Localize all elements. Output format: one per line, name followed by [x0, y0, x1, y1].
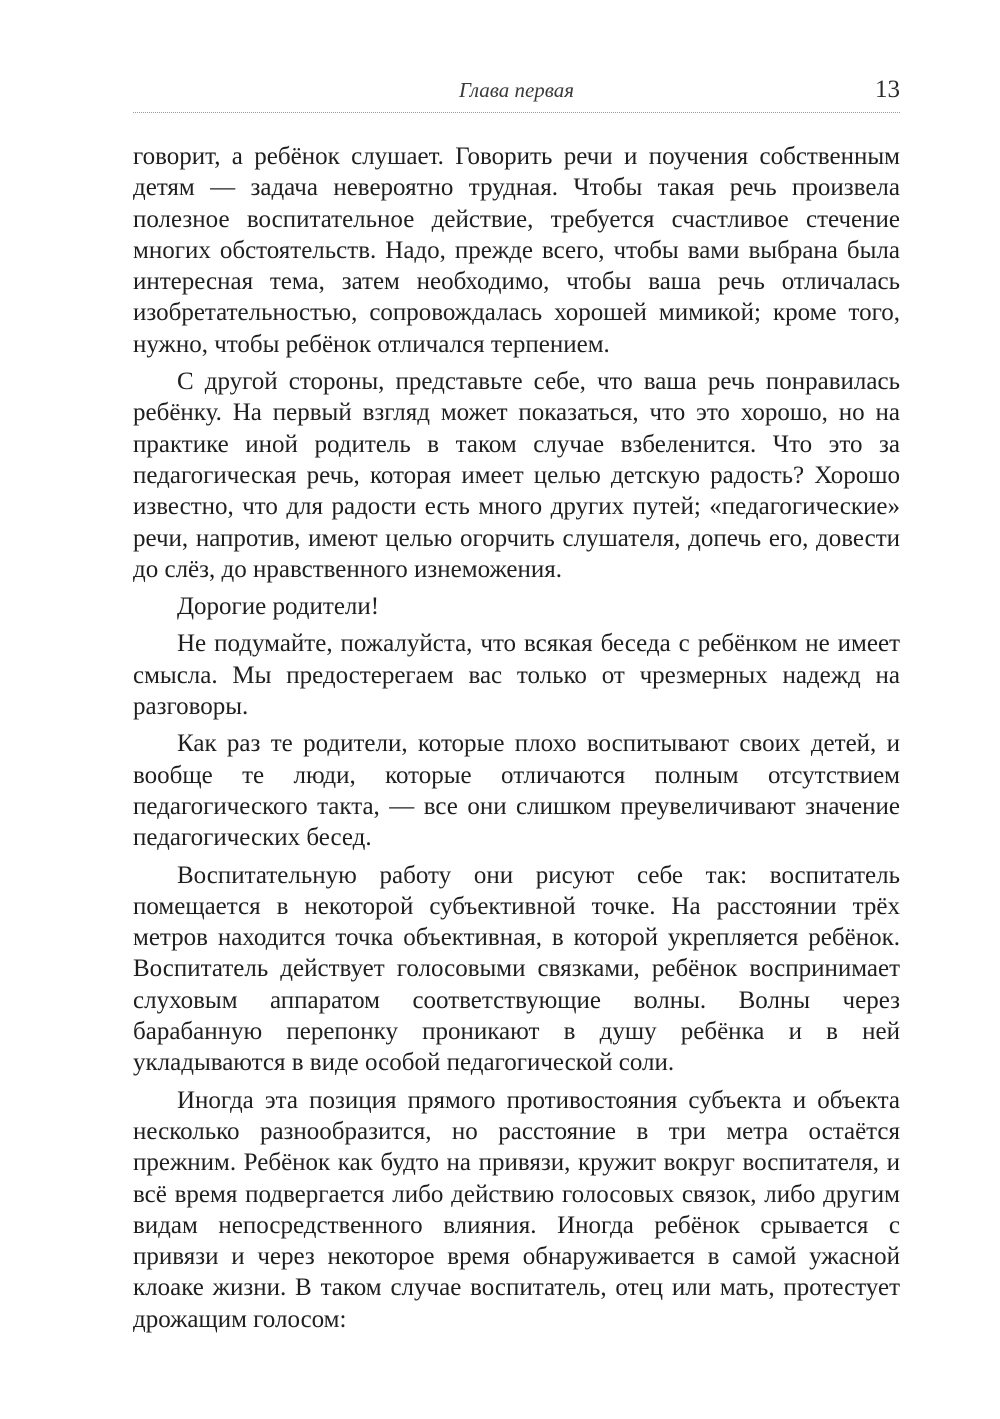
paragraph: говорит, а ребёнок слушает. Говорить речи и поучения собственным детям — задача невероятно трудная. Чтобы такая речь произвела полезное воспитательное действие, требуется счастливое стечение многих обстоятельств. Надо, прежде всего, чтобы вами выбрана была интересная тема, затем необходимо, чтобы ваша речь отличалась изобретательностью, сопровождалась хорошей мимикой; кроме того, нужно, чтобы ребёнок отличался терпением.: [133, 143, 900, 358]
body-text: [133, 141, 900, 1341]
paragraph: Не подумайте, пожалуйста, что всякая беседа с ребёнком не имеет смысла. Мы предостерегаем вас только от чрезмерных надежд на разговоры.: [133, 630, 900, 721]
running-header: [133, 72, 900, 113]
page-number: 13: [875, 76, 900, 103]
chapter-title: Глава первая: [458, 78, 575, 102]
paragraph: С другой стороны, представьте себе, что ваша речь понравилась ребёнку. На первый взгляд может показаться, что это хорошо, но на практике иной родитель в таком случае взбеленится. Что это за педагогическая речь, которая имеет целью детскую радость? Хорошо известно, что для радости есть много других путей; «педагогические» речи, напротив, имеют целью огорчить слушателя, допечь его, довести до слёз, до нравственного изнеможения.: [133, 368, 900, 583]
paragraph: Воспитательную работу они рисуют себе так: воспитатель помещается в некоторой субъективной точке. На расстоянии трёх метров находится точка объективная, в которой укрепляется ребёнок. Воспитатель действует голосовыми связками, ребёнок воспринимает слуховым аппаратом соответствующие волны. Волны через барабанную перепонку проникают в душу ребёнка и в ней укладываются в виде особой педагогической соли.: [133, 861, 900, 1077]
paragraph: Как раз те родители, которые плохо воспитывают своих детей, и вообще те люди, которые отличаются полным отсутствием педагогического такта, — все они слишком преувеличивают значение педагогических бесед.: [133, 730, 900, 852]
paragraph: Дорогие родители!: [177, 593, 380, 621]
paragraph: Иногда эта позиция прямого противостояния субъекта и объекта несколько разнообразится, но расстояние в три метра остаётся прежним. Ребёнок как будто на привязи, кружит вокруг воспитателя, и всё время подвергается либо действию голосовых связок, либо другим видам непосредственного влияния. Иногда ребёнок срывается с привязи и через некоторое время обнаруживается в самой ужасной клоаке жизни. В таком случае воспитатель, отец или мать, протестует дрожащим голосом:: [133, 1086, 900, 1333]
